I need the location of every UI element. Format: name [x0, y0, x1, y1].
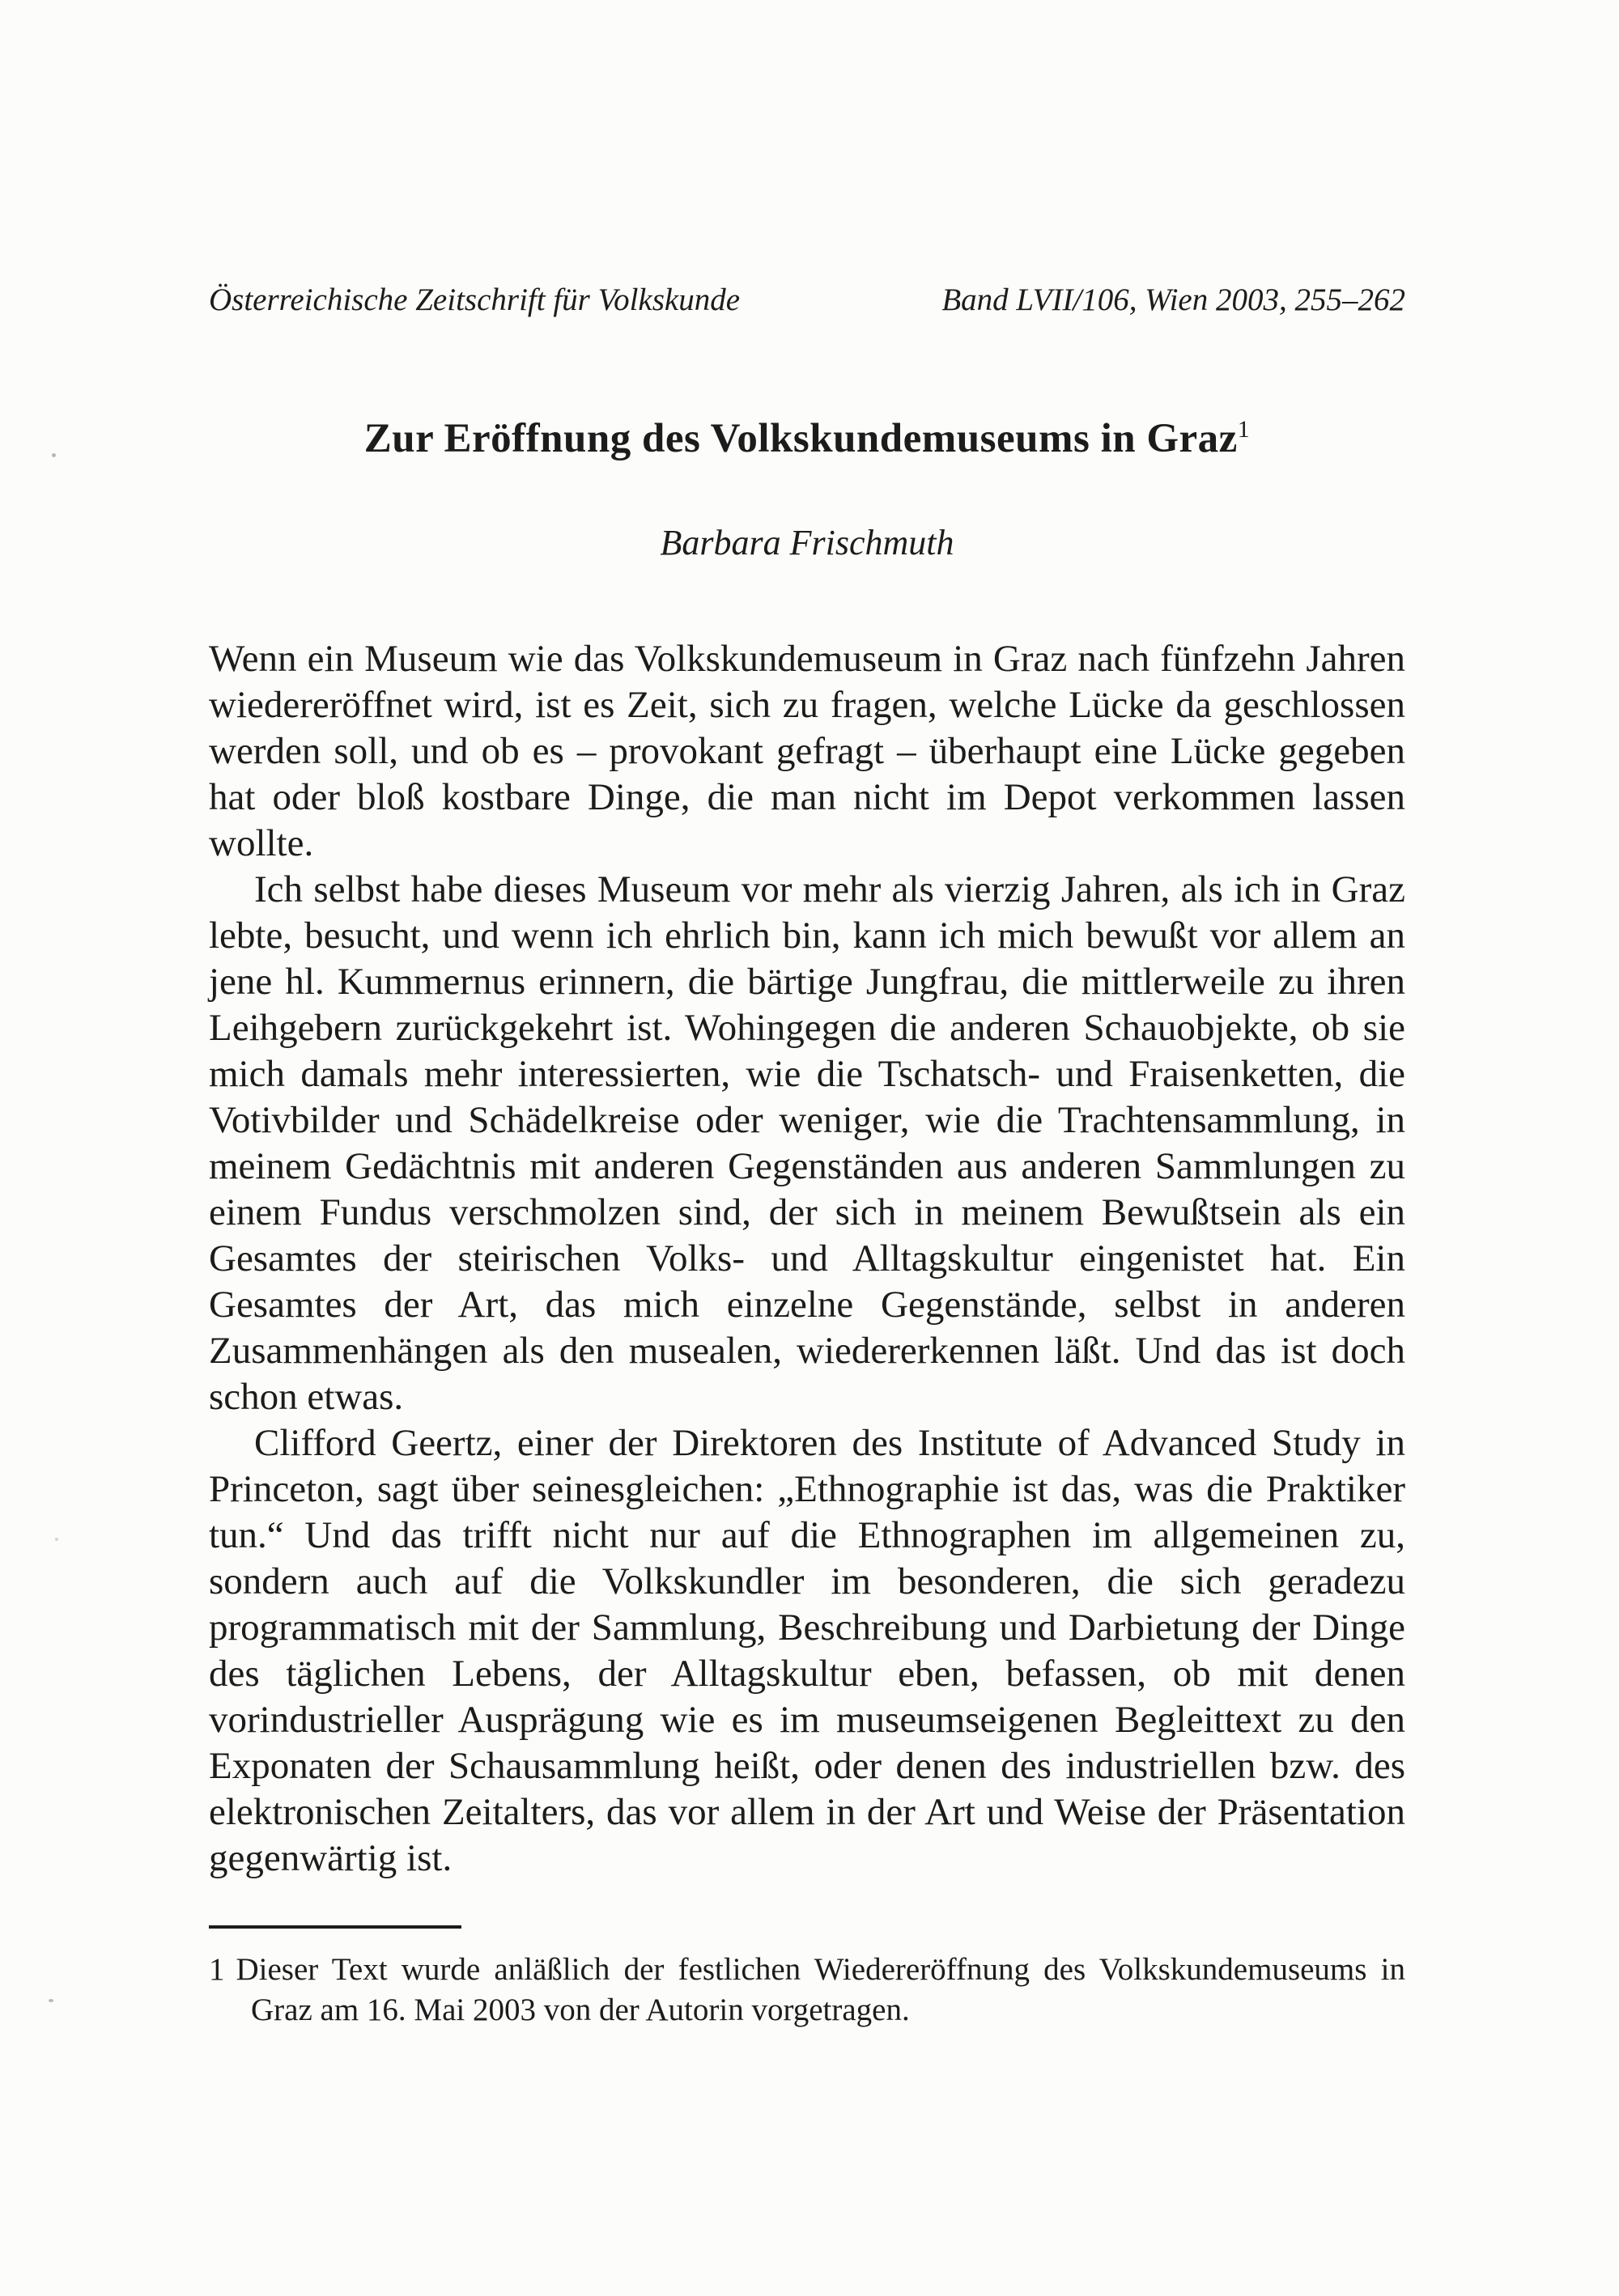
- article-title-text: Zur Eröffnung des Volkskundemuseums in Graz: [363, 415, 1238, 461]
- scan-artifact: [52, 453, 56, 457]
- scan-artifact: [49, 1999, 53, 2002]
- journal-issue-info: Band LVII/106, Wien 2003, 255–262: [941, 282, 1405, 317]
- page-content: [209, 282, 1405, 2031]
- footnote-text: Dieser Text wurde anläßlich der festlichen Wiedereröffnung des Volkskundemuseums in Graz am 16. Mai 2003 von der Autorin vorgetragen.: [236, 1952, 1405, 2028]
- paragraph-1: Wenn ein Museum wie das Volkskundemuseum in Graz nach fünfzehn Jahren wiedereröffnet wird, ist es Zeit, sich zu fragen, welche Lücke da geschlossen werden soll, und ob es – provokant gefragt – überhaupt eine Lücke gegeben hat oder bloß kostbare Dinge, die man nicht im Depot verkommen lassen wollte.: [209, 638, 1405, 865]
- paragraph-2: Ich selbst habe dieses Museum vor mehr als vierzig Jahren, als ich in Graz lebte, besucht, und wenn ich ehrlich bin, kann ich mich bewußt vor allem an jene hl. Kummernus erinnern, die bärtige Jungfrau, die mittlerweile zu ihren Leihgebern zurückgekehrt ist. Wohingegen die anderen Schauobjekte, ob sie mich damals mehr interessierten, wie die Tschatsch- und Fraisenketten, die Votivbilder und Schädelkreise oder weniger, wie die Trachtensammlung, in meinem Gedächtnis mit anderen Gegenständen aus anderen Sammlungen zu einem Fundus verschmolzen sind, der sich in meinem Bewußtsein als ein Gesamtes der steirischen Volks- und Alltagskultur eingenistet hat. Ein Gesamtes der Art, das mich einzelne Gegenstände, selbst in anderen Zusammenhängen als den musealen, wiedererkennen läßt. Und das ist doch schon etwas.: [209, 868, 1405, 1419]
- footnote-marker: 1: [209, 1952, 225, 1988]
- paragraph-3: Clifford Geertz, einer der Direktoren des Institute of Advanced Study in Princeton, sagt über seinesgleichen: „Ethnographie ist das, was die Praktiker tun.“ Und das trifft nicht nur auf die Ethnographen im allgemeinen zu, sondern auch auf die Volkskundler im besonderen, die sich geradezu programmatisch mit der Sammlung, Beschreibung und Darbietung der Dinge des täglichen Lebens, der Alltagskultur eben, befassen, ob mit denen vorindustrieller Ausprägung wie es im museumseigenen Begleittext zu den Exponaten der Schausammlung heißt, oder denen des industriellen bzw. des elektronischen Zeitalters, das vor allem in der Art und Weise der Präsentation gegenwärtig ist.: [209, 1422, 1405, 1880]
- journal-name: Österreichische Zeitschrift für Volkskunde: [209, 282, 741, 317]
- journal-header: [209, 282, 1405, 320]
- article-body: [209, 636, 1405, 1882]
- footnote: [209, 1950, 1405, 2031]
- scan-artifact: [55, 1538, 58, 1541]
- footnote-separator-rule: [209, 1925, 461, 1929]
- author-name: Barbara Frischmuth: [660, 523, 954, 563]
- title-footnote-marker: 1: [1237, 415, 1251, 443]
- article-title: [209, 415, 1405, 463]
